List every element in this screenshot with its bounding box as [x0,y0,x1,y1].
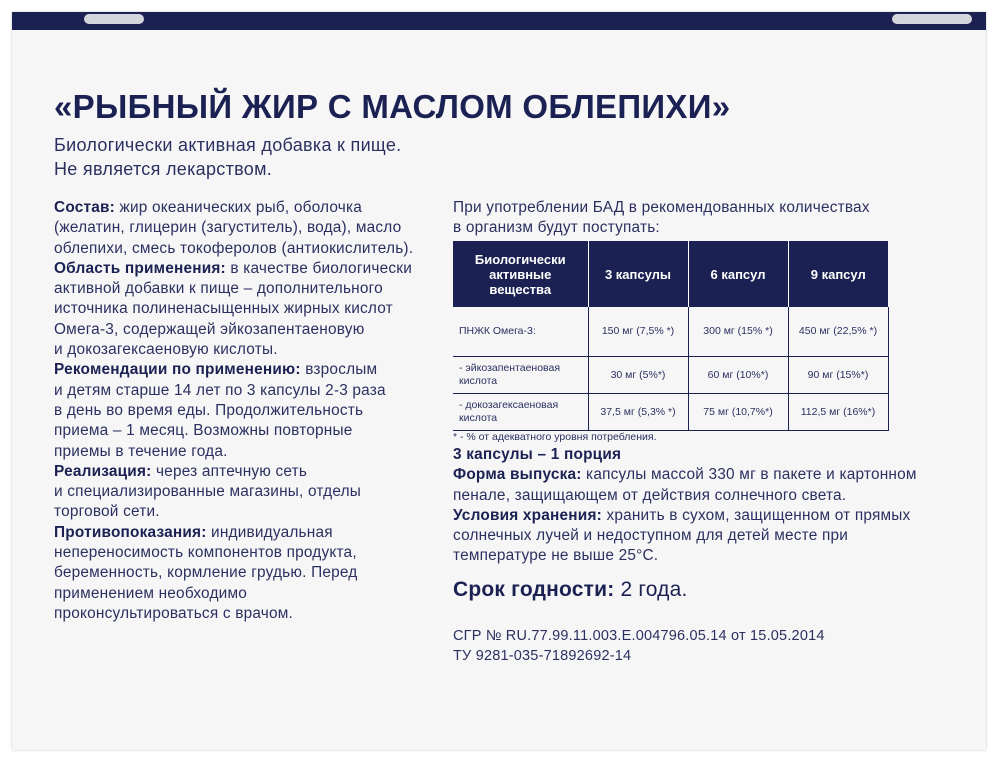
recommendations-label: Рекомендации по применению: [54,361,301,379]
recommendations-text: приемы в течение года. [54,442,228,460]
storage-text: хранить в сухом, защищенном от прямых [601,506,911,524]
lower-right-column [453,445,953,567]
recommendations-section [54,360,434,461]
release-form-text: капсулы массой 330 мг в пакете и картонном [581,466,917,484]
application-text: и докозагексаеновую кислоты. [54,341,278,359]
table-cell: 60 мг (10%*) [688,357,788,394]
table-cell: - докозагексаеновая кислота [453,394,588,431]
contraindications-text: применением необходимо [54,584,247,602]
application-text: Омега-3, содержащей эйкозапентаеновую [54,320,365,338]
composition-text: жир океанических рыб, оболочка [114,199,363,216]
table-header-cell: 3 капсулы [588,241,688,307]
composition-text: облепихи, смесь токоферолов (антиокислитель). [54,239,414,257]
contraindications-section [54,523,434,624]
application-section [54,259,434,360]
storage-text: солнечных лучей и недоступном для детей месте при [453,527,849,545]
table-cell: 75 мг (10,7%*) [688,394,788,431]
intake-intro [453,198,933,239]
table-cell: 30 мг (5%*) [588,357,688,394]
sale-text: через аптечную сеть [151,462,308,480]
storage-text: температуре не выше 25°С. [453,547,659,565]
table-cell: 150 мг (7,5% *) [588,307,688,357]
application-text: активной добавки к пище – дополнительного [54,280,383,298]
shelf-life-value: 2 года. [614,578,688,601]
registration-line: СГР № RU.77.99.11.003.Е.004796.05.14 от 15.05.2014 [453,628,825,644]
registration-line: ТУ 9281-035-71892692-14 [453,648,632,664]
recommendations-text: взрослым [300,361,378,379]
table-row [453,357,888,394]
table-cell: ПНЖК Омега-3: [453,307,588,357]
table-cell: 37,5 мг (5,3% *) [588,394,688,431]
product-subtitle [54,133,401,181]
table-cell: 300 мг (15% *) [688,307,788,357]
recommendations-text: приема – 1 месяц. Возможны повторные [54,422,353,440]
release-form-text: пенале, защищающем от действия солнечного света. [453,486,847,504]
contraindications-text: непереносимость компонентов продукта, [54,544,357,562]
storage-label: Условия хранения: [453,506,602,524]
table-header-cell: 9 капсул [788,241,888,307]
table-header-cell: 6 капсул [688,241,788,307]
release-form-label: Форма выпуска: [453,466,582,484]
recommendations-text: в день во время еды. Продолжительность [54,401,364,419]
composition-label: Состав: [54,199,115,216]
application-label: Область применения: [54,259,226,277]
shelf-life [453,578,688,602]
subtitle-line: Биологически активная добавка к пище. [54,135,402,155]
subtitle-line: Не является лекарством. [54,159,273,179]
contraindications-text: беременность, кормление грудью. Перед [54,564,358,582]
table-row [453,307,888,357]
product-title: «РЫБНЫЙ ЖИР С МАСЛОМ ОБЛЕПИХИ» [54,88,731,125]
table-header-cell: Биологически активные вещества [453,241,588,307]
application-text: источника полиненасыщенных жирных кислот [54,300,393,318]
portion-text: 3 капсулы – 1 порция [453,446,622,463]
table-cell: 90 мг (15%*) [788,357,888,394]
application-text: в качестве биологически [225,259,413,277]
table-header-row [453,241,888,307]
contraindications-label: Противопоказания: [54,523,207,541]
left-column [54,198,434,624]
table-cell: 450 мг (22,5% *) [788,307,888,357]
sale-text: торговой сети. [54,503,160,521]
table-cell: 112,5 мг (16%*) [788,394,888,431]
composition-text: (желатин, глицерин (загуститель), вода), масло [54,219,402,237]
contraindications-text: индивидуальная [206,523,333,541]
package-top-band [12,12,986,30]
table-cell: - эйкозапентаеновая кислота [453,357,588,394]
top-band-brand-mark [892,14,972,24]
nutrient-table [453,241,889,431]
sale-section [54,462,434,523]
sale-label: Реализация: [54,462,152,480]
contraindications-text: проконсультироваться с врачом. [54,604,293,622]
composition-section [54,198,434,259]
sale-text: и специализированные магазины, отделы [54,483,362,501]
table-row [453,394,888,431]
intake-intro-line: При употреблении БАД в рекомендованных количествах [453,199,870,216]
recommendations-text: и детям старше 14 лет по 3 капсулы 2-3 раза [54,381,386,399]
registration-info [453,626,825,666]
shelf-life-label: Срок годности: [453,578,615,601]
top-band-logo-mark [84,14,144,24]
table-footnote: * - % от адекватного уровня потребления. [453,431,657,443]
intake-intro-line: в организм будут поступать: [453,219,660,237]
